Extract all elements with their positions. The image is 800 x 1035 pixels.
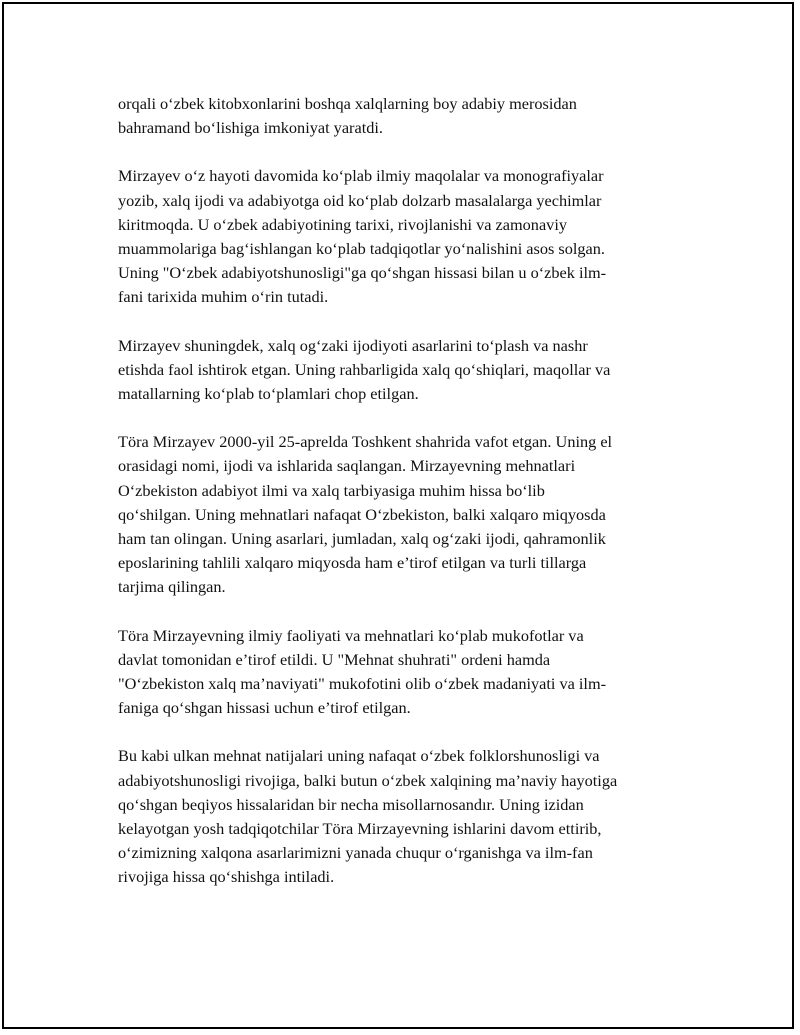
paragraph-2: Mirzayev o‘z hayoti davomida ko‘plab ilmiy maqolalar va monografiyalar yozib, xalq ijodi va adabiyotga oid ko‘plab dolzarb masalalarga yechimlar kiritmoqda. U o‘zbek adabiyotining tarixi, rivojlanishi va zamonaviy muammolariga bag‘ishlangan ko‘plab tadqiqotlar yo‘nalishini asos solgan. Uning "O‘zbek adabiyotshunosligi"ga qo‘shgan hissasi bilan u o‘zbek ilm- fani tarixida muhim o‘rin tutadi. [118,166,607,307]
paragraph-4: Töra Mirzayev 2000-yil 25-aprelda Toshkent shahrida vafot etgan. Uning el orasidagi nomi, ijodi va ishlarida saqlangan. Mirzayevning mehnatlari O‘zbekiston adabiyot ilmi va xalq tarbiyasiga muhim hissa bo‘lib qo‘shilgan. Uning mehnatlari nafaqat O‘zbekiston, balki xalqaro miqyosda ham tan olingan. Uning asarlari, jumladan, xalq og‘zaki ijodi, qahramonlik eposlarining tahlili xalqaro miqyosda ham e’tirof etilgan va turli tillarga tarjima qilingan. [118,432,613,597]
paragraph-1: orqali o‘zbek kitobxonlarini boshqa xalqlarning boy adabiy merosidan bahramand bo‘lishiga imkoniyat yaratdi. [118,94,577,138]
paragraph-6: Bu kabi ulkan mehnat natijalari uning nafaqat o‘zbek folklorshunosligi va adabiyotshunosligi rivojiga, balki butun o‘zbek xalqining ma’naviy hayotiga qo‘shgan beqiyos hissalaridan bir necha misollarnosandır. Uning izidan kelayotgan yosh tadqiqotchilar Töra Mirzayevning ishlarini davom ettirib, o‘zimizning xalqona asarlarimizni yanada chuqur o‘rganishga va ilm-fan rivojiga hissa qo‘shishga intiladi. [118,746,618,887]
paragraph-3: Mirzayev shuningdek, xalq og‘zaki ijodiyoti asarlarini to‘plash va nashr etishda faol ishtirok etgan. Uning rahbarligida xalq qo‘shiqlari, maqollar va matallarning ko‘plab to‘plamlari chop etilgan. [118,335,611,404]
paragraph-5: Töra Mirzayevning ilmiy faoliyati va mehnatlari ko‘plab mukofotlar va davlat tomonidan e’tirof etildi. U "Mehnat shuhrati" ordeni hamda "O‘zbekiston xalq ma’naviyati" mukofotini olib o‘zbek madaniyati va ilm- faniga qo‘shgan hissasi uchun e’tirof etilgan. [118,625,607,718]
document-body [118,92,693,914]
